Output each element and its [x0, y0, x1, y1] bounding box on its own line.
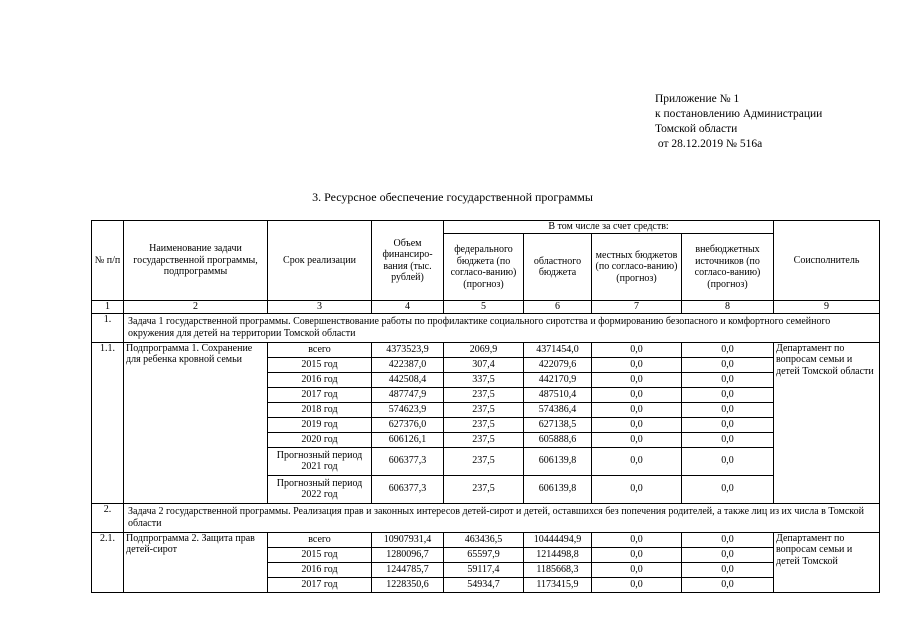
volume-cell: 627376,0 [372, 417, 444, 432]
federal-cell: 237,5 [444, 387, 524, 402]
subprogram-name: Подпрограмма 2. Защита прав детей-сирот [124, 532, 268, 592]
header-local: местных бюджетов (по согласо-ванию) (прогноз) [592, 234, 682, 301]
page-title: 3. Ресурсное обеспечение государственной программы [312, 190, 593, 204]
local-cell: 0,0 [592, 432, 682, 447]
task-1-row [92, 313, 880, 342]
volume-cell: 606126,1 [372, 432, 444, 447]
extra-cell: 0,0 [682, 432, 774, 447]
volume-cell: 4373523,9 [372, 342, 444, 357]
extra-cell: 0,0 [682, 447, 774, 475]
volume-cell: 10907931,4 [372, 532, 444, 547]
period-cell: всего [268, 342, 372, 357]
appendix-line-4: от 28.12.2019 № 516а [655, 138, 763, 150]
local-cell: 0,0 [592, 342, 682, 357]
index-cell: 1 [92, 301, 124, 314]
subprogram-1-rows [92, 342, 880, 503]
header-coexecutor: Соисполнитель [774, 221, 880, 301]
resource-table [91, 220, 880, 593]
volume-cell: 574623,9 [372, 402, 444, 417]
extra-cell: 0,0 [682, 342, 774, 357]
federal-cell: 237,5 [444, 475, 524, 503]
local-cell: 0,0 [592, 532, 682, 547]
regional-cell: 422079,6 [524, 357, 592, 372]
local-cell: 0,0 [592, 475, 682, 503]
index-cell: 4 [372, 301, 444, 314]
task-1-num: 1. [92, 313, 124, 342]
appendix-line-2: к постановлению Администрации [655, 108, 823, 120]
period-cell: Прогнозный период 2021 год [268, 447, 372, 475]
index-cell: 6 [524, 301, 592, 314]
volume-cell: 1280096,7 [372, 547, 444, 562]
local-cell: 0,0 [592, 357, 682, 372]
header-num: № п/п [92, 221, 124, 301]
volume-cell: 1244785,7 [372, 562, 444, 577]
period-cell: 2017 год [268, 387, 372, 402]
regional-cell: 10444494,9 [524, 532, 592, 547]
federal-cell: 59117,4 [444, 562, 524, 577]
regional-cell: 606139,8 [524, 447, 592, 475]
header-period: Срок реализации [268, 221, 372, 301]
index-cell: 8 [682, 301, 774, 314]
federal-cell: 463436,5 [444, 532, 524, 547]
local-cell: 0,0 [592, 447, 682, 475]
regional-cell: 442170,9 [524, 372, 592, 387]
extra-cell: 0,0 [682, 475, 774, 503]
header-volume: Объем финансиро-вания (тыс. рублей) [372, 221, 444, 301]
table-row [92, 532, 880, 547]
regional-cell: 627138,5 [524, 417, 592, 432]
local-cell: 0,0 [592, 562, 682, 577]
period-cell: 2018 год [268, 402, 372, 417]
index-cell: 7 [592, 301, 682, 314]
header-federal: федерального бюджета (по согласо-ванию) (прогноз) [444, 234, 524, 301]
local-cell: 0,0 [592, 577, 682, 592]
local-cell: 0,0 [592, 547, 682, 562]
period-cell: 2019 год [268, 417, 372, 432]
regional-cell: 606139,8 [524, 475, 592, 503]
volume-cell: 442508,4 [372, 372, 444, 387]
extra-cell: 0,0 [682, 547, 774, 562]
volume-cell: 422387,0 [372, 357, 444, 372]
regional-cell: 605888,6 [524, 432, 592, 447]
index-cell: 5 [444, 301, 524, 314]
subprogram-2-rows [92, 532, 880, 592]
federal-cell: 237,5 [444, 432, 524, 447]
extra-cell: 0,0 [682, 417, 774, 432]
extra-cell: 0,0 [682, 387, 774, 402]
header-regional: областного бюджета [524, 234, 592, 301]
period-cell: 2016 год [268, 562, 372, 577]
appendix-block [655, 92, 822, 152]
index-cell: 2 [124, 301, 268, 314]
local-cell: 0,0 [592, 387, 682, 402]
period-cell: 2020 год [268, 432, 372, 447]
index-cell: 9 [774, 301, 880, 314]
period-cell: всего [268, 532, 372, 547]
subprogram-name: Подпрограмма 1. Сохранение для ребенка кровной семьи [124, 342, 268, 503]
table-row [92, 342, 880, 357]
index-cell: 3 [268, 301, 372, 314]
index-row [92, 301, 880, 314]
federal-cell: 237,5 [444, 447, 524, 475]
row-num: 1.1. [92, 342, 124, 503]
volume-cell: 1228350,6 [372, 577, 444, 592]
coexecutor-cell: Департамент по вопросам семьи и детей Томской области [774, 342, 880, 503]
task-2-row [92, 503, 880, 532]
period-cell: 2016 год [268, 372, 372, 387]
regional-cell: 1173415,9 [524, 577, 592, 592]
federal-cell: 237,5 [444, 402, 524, 417]
header-name: Наименование задачи государственной программы, подпрограммы [124, 221, 268, 301]
period-cell: 2017 год [268, 577, 372, 592]
extra-cell: 0,0 [682, 532, 774, 547]
federal-cell: 237,5 [444, 417, 524, 432]
local-cell: 0,0 [592, 372, 682, 387]
extra-cell: 0,0 [682, 372, 774, 387]
volume-cell: 606377,3 [372, 447, 444, 475]
task-2-num: 2. [92, 503, 124, 532]
task-1-text: Задача 1 государственной программы. Совершенствование работы по профилактике социального сиротства и формированию безопасного и комфортного семейного окружения для детей на территории Томской области [124, 313, 880, 342]
volume-cell: 606377,3 [372, 475, 444, 503]
coexecutor-cell: Департамент по вопросам семьи и детей Томской [774, 532, 880, 592]
federal-cell: 337,5 [444, 372, 524, 387]
federal-cell: 54934,7 [444, 577, 524, 592]
extra-cell: 0,0 [682, 562, 774, 577]
period-cell: 2015 год [268, 547, 372, 562]
federal-cell: 2069,9 [444, 342, 524, 357]
regional-cell: 574386,4 [524, 402, 592, 417]
volume-cell: 487747,9 [372, 387, 444, 402]
header-including: В том числе за счет средств: [444, 221, 774, 234]
regional-cell: 487510,4 [524, 387, 592, 402]
local-cell: 0,0 [592, 417, 682, 432]
regional-cell: 1185668,3 [524, 562, 592, 577]
task-2-text: Задача 2 государственной программы. Реализация прав и законных интересов детей-сирот и детей, оставшихся без попечения родителей, а также лиц из их числа в Томской области [124, 503, 880, 532]
federal-cell: 65597,9 [444, 547, 524, 562]
appendix-line-3: Томской области [655, 123, 738, 135]
period-cell: Прогнозный период 2022 год [268, 475, 372, 503]
extra-cell: 0,0 [682, 357, 774, 372]
header-extra: внебюджетных источников (по согласо-ванию) (прогноз) [682, 234, 774, 301]
extra-cell: 0,0 [682, 402, 774, 417]
appendix-line-1: Приложение № 1 [655, 93, 740, 105]
row-num: 2.1. [92, 532, 124, 592]
period-cell: 2015 год [268, 357, 372, 372]
regional-cell: 4371454,0 [524, 342, 592, 357]
regional-cell: 1214498,8 [524, 547, 592, 562]
local-cell: 0,0 [592, 402, 682, 417]
extra-cell: 0,0 [682, 577, 774, 592]
federal-cell: 307,4 [444, 357, 524, 372]
